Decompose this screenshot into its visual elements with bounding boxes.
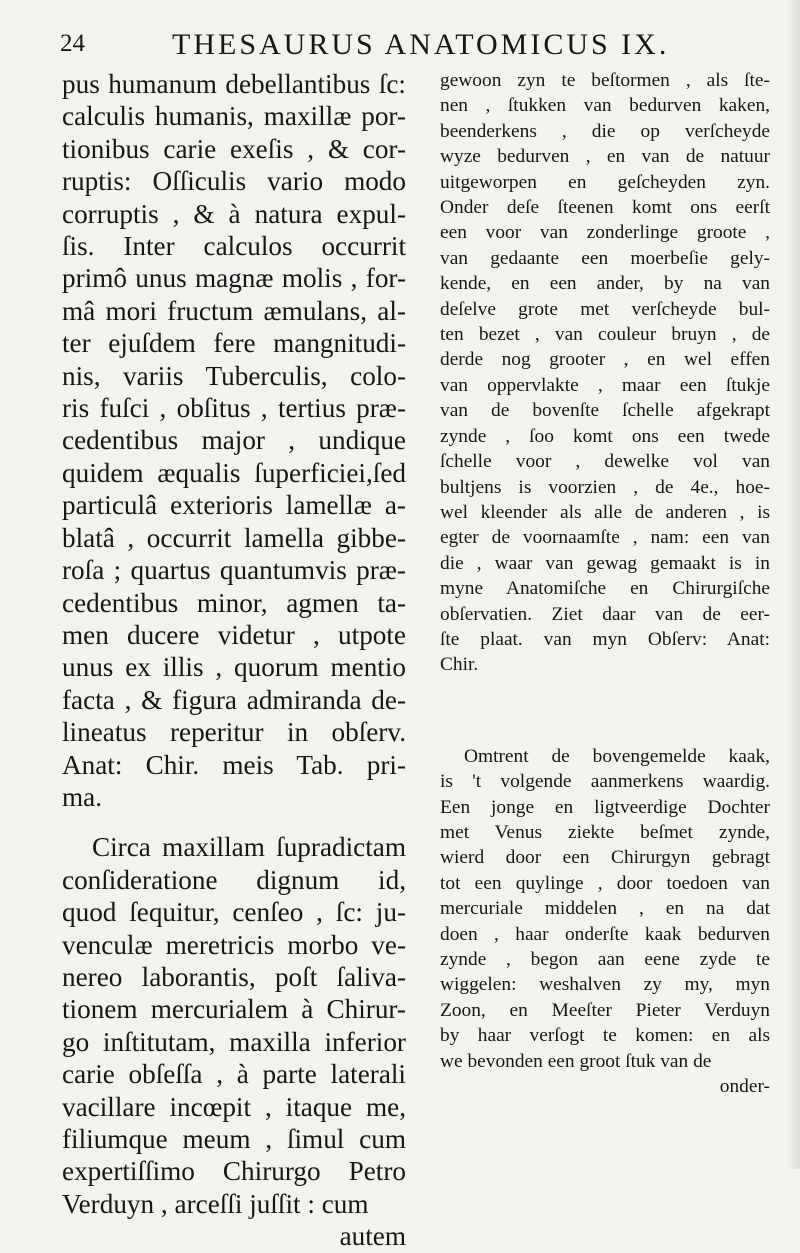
text-line: ma. <box>62 781 103 812</box>
text-line: derde nog grooter , en wel effen <box>440 349 770 371</box>
latin-catchword: autem <box>339 1221 406 1252</box>
text-line: men ducere videtur , utpote <box>62 619 406 650</box>
text-line: quod ſequitur, cenſeo , ſc: ju- <box>62 897 406 928</box>
text-line: ten bezet , van couleur bruyn , de <box>440 324 770 346</box>
text-line: ruptis: Oſſiculis vario modo <box>62 166 406 197</box>
text-line: cedentibus minor, agmen ta- <box>62 587 406 618</box>
text-line: een voor van zonderlinge groote , <box>440 222 770 244</box>
text-line: ſte plaat. van myn Obſerv: Anat: <box>440 628 770 650</box>
text-line: ris fuſci , obſitus , tertius præ- <box>62 393 406 424</box>
dutch-column <box>440 68 770 1099</box>
page-number: 24 <box>60 30 85 57</box>
text-line: doen , haar onderſte kaak bedurven <box>440 923 770 945</box>
text-line: deſelve grote met verſcheyde bul- <box>440 298 770 320</box>
text-line: van oppervlakte , maar een ſtukje <box>440 374 770 396</box>
text-line: quidem æqualis ſuperficiei,ſed <box>62 457 406 488</box>
latin-column <box>62 68 406 1253</box>
text-line: wiggelen: weshalven zy my, myn <box>440 974 770 996</box>
running-title: THESAURUS ANATOMICUS IX. <box>172 28 670 61</box>
text-line: particulâ exterioris lamellæ a- <box>62 490 406 521</box>
text-line: ter ejuſdem fere mangnitudi- <box>62 328 406 359</box>
text-line: blatâ , occurrit lamella gibbe- <box>62 522 406 553</box>
text-line: is 't volgende aanmerkens waardig. <box>440 771 770 793</box>
text-line: uitgeworpen en geſcheyden zyn. <box>440 171 770 193</box>
text-line: Anat: Chir. meis Tab. pri- <box>62 749 406 780</box>
text-line: expertiſſimo Chirurgo Petro <box>62 1156 406 1187</box>
text-line: we bevonden een groot ſtuk van de <box>440 1050 712 1072</box>
text-line: bultjens is voorzien , de 4e., hoe- <box>440 476 770 498</box>
text-line: nereo laborantis, poſt ſaliva- <box>62 961 406 992</box>
text-line: tionibus carie exeſis , & cor- <box>62 133 406 164</box>
text-line: met Venus ziekte beſmet zynde, <box>440 821 770 843</box>
page-edge-shadow <box>786 0 800 1169</box>
text-line: ſchelle voor , dewelke vol van <box>440 451 770 473</box>
text-line: Een jonge en ligtveerdige Dochter <box>440 796 770 818</box>
text-line: die , waar van gewag gemaakt is in <box>440 552 770 574</box>
text-line: unus ex illis , quorum mentio <box>62 652 406 683</box>
text-line: by haar verſogt te komen: en als <box>440 1025 770 1047</box>
text-line: vacillare incœpit , itaque me, <box>62 1091 406 1122</box>
dutch-paragraph-1 <box>440 68 770 678</box>
dutch-catchword: onder- <box>719 1076 770 1098</box>
text-line: van de bovenſte ſchelle afgekrapt <box>440 400 770 422</box>
text-line: mâ mori fructum æmulans, al- <box>62 295 406 326</box>
text-line: roſa ; quartus quantumvis præ- <box>62 555 406 586</box>
text-line: gewoon zyn te beſtormen , als ſte- <box>440 70 770 91</box>
text-line: filiumque meum , ſimul cum <box>62 1124 406 1154</box>
latin-paragraph-1 <box>62 68 406 813</box>
text-line: zynde , ſoo komt ons een twede <box>440 425 770 447</box>
text-line: calculis humanis, maxillæ por- <box>62 101 406 132</box>
text-line: kende, en een ander, by na van <box>440 273 770 295</box>
text-line: pus humanum debellantibus ſc: <box>62 69 406 99</box>
text-line: Verduyn , arceſſi juſſit : cum <box>62 1188 369 1219</box>
text-line: go inſtitutam, maxilla inferior <box>62 1026 406 1057</box>
text-line: Omtrent de bovengemelde kaak, <box>464 745 770 767</box>
text-line: tot een quylinge , door toedoen van <box>440 872 770 894</box>
text-line: zynde , begon aan eene zyde te <box>440 949 770 970</box>
text-line: beenderkens , die op verſcheyde <box>440 120 770 142</box>
text-line: Chir. <box>440 654 479 676</box>
text-line: van gedaante een moerbeſie gely- <box>440 247 770 269</box>
text-line: Circa maxillam ſupradictam <box>92 832 406 863</box>
text-line: wierd door een Chirurgyn gebragt <box>440 847 770 869</box>
text-line: nen , ſtukken van bedurven kaken, <box>440 95 770 117</box>
text-line: Onder deſe ſteenen komt ons eerſt <box>440 197 770 219</box>
text-line: nis, variis Tuberculis, colo- <box>62 360 406 391</box>
text-line: facta , & figura admiranda de- <box>62 684 406 715</box>
text-line: tionem mercurialem à Chirur- <box>62 994 406 1025</box>
text-line: venculæ meretricis morbo ve- <box>62 929 406 960</box>
text-line: egter de voornaamſte , nam: een van <box>440 527 770 549</box>
page-header <box>60 28 720 68</box>
text-line: wyze bedurven , en van de natuur <box>440 146 770 168</box>
dutch-paragraph-2 <box>440 744 770 1074</box>
text-line: obſervatien. Ziet daar van de eer- <box>440 603 770 625</box>
text-line: conſideratione dignum id, <box>62 864 406 895</box>
text-line: myne Anatomiſche en Chirurgiſche <box>440 578 770 600</box>
text-line: corruptis , & à natura expul- <box>62 198 406 229</box>
text-line: wel kleender als alle de anderen , is <box>440 501 770 523</box>
text-line: ſis. Inter calculos occurrit <box>62 231 406 262</box>
text-line: carie obſeſſa , à parte laterali <box>62 1059 406 1090</box>
text-line: lineatus reperitur in obſerv. <box>62 717 406 748</box>
text-line: mercuriale middelen , en na dat <box>440 898 770 920</box>
text-line: cedentibus major , undique <box>62 425 406 456</box>
latin-paragraph-2 <box>62 831 406 1220</box>
text-line: primô unus magnæ molis , for- <box>62 263 406 294</box>
text-line: Zoon, en Meeſter Pieter Verduyn <box>440 999 770 1021</box>
